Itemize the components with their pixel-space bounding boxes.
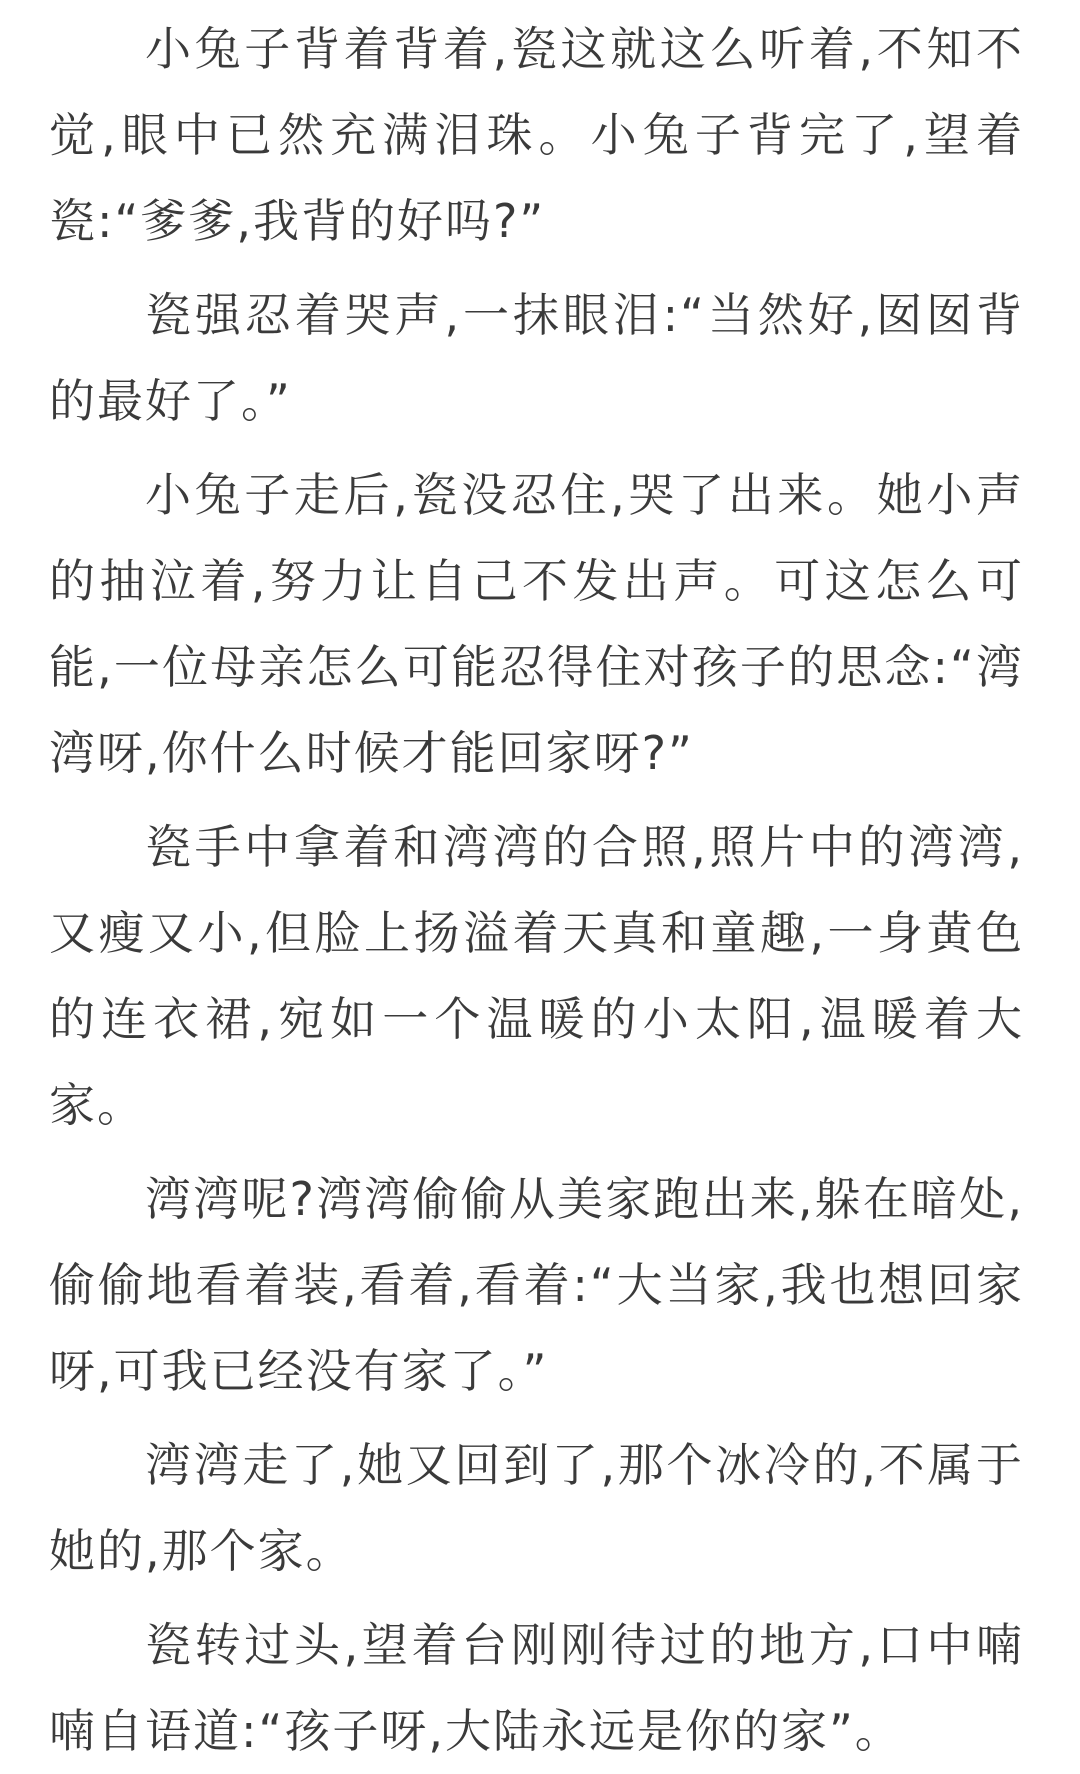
paragraph-7: 瓷转过头,望着台刚刚待过的地方,口中喃喃自语道:“孩子呀,大陆永远是你的家”。 <box>49 1618 1024 1758</box>
paragraph-6: 湾湾走了,她又回到了,那个冰冷的,不属于她的,那个家。 <box>49 1438 1024 1578</box>
paragraph-1: 小兔子背着背着,瓷这就这么听着,不知不觉,眼中已然充满泪珠。小兔子背完了,望着瓷:“爹爹,我背的好吗?” <box>49 22 1024 248</box>
paragraph-4: 瓷手中拿着和湾湾的合照,照片中的湾湾,又瘦又小,但脸上扬溢着天真和童趣,一身黄色的连衣裙,宛如一个温暖的小太阳,温暖着大家。 <box>49 820 1024 1132</box>
paragraph-5: 湾湾呢?湾湾偷偷从美家跑出来,躲在暗处,偷偷地看着装,看着,看着:“大当家,我也想回家呀,可我已经没有家了。” <box>49 1172 1024 1398</box>
paragraph-2: 瓷强忍着哭声,一抹眼泪:“当然好,囡囡背的最好了。” <box>49 288 1024 428</box>
paragraph-3: 小兔子走后,瓷没忍住,哭了出来。她小声的抽泣着,努力让自己不发出声。可这怎么可能,一位母亲怎么可能忍得住对孩子的思念:“湾湾呀,你什么时候才能回家呀?” <box>49 468 1024 780</box>
